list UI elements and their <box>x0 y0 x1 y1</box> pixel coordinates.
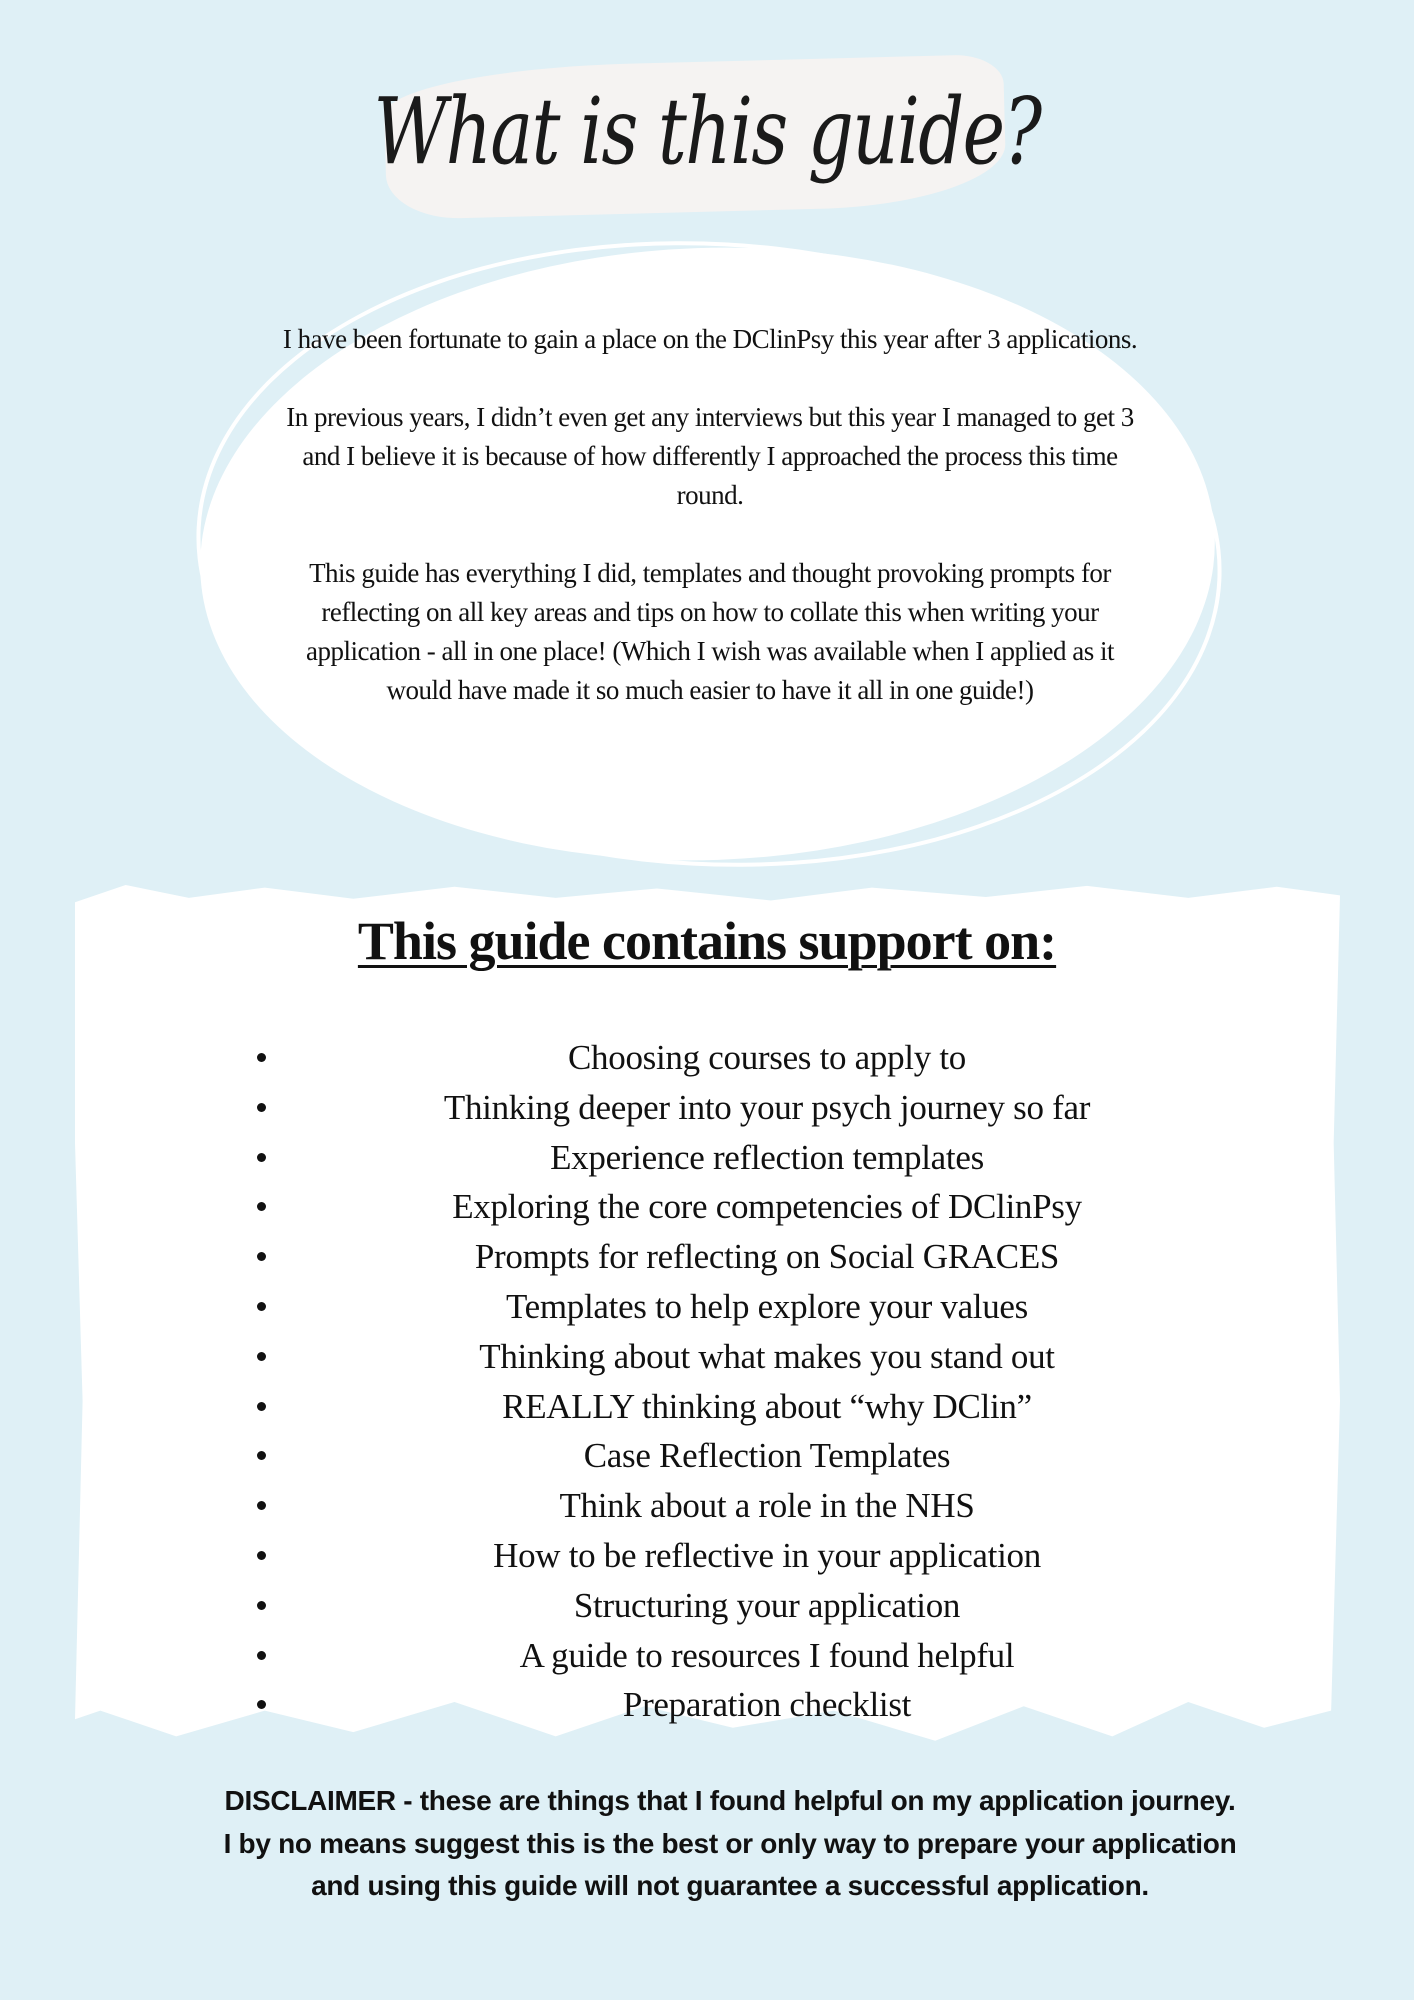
list-item <box>0 1136 1414 1186</box>
disclaimer <box>100 1780 1360 1908</box>
list-item <box>0 1185 1414 1235</box>
support-heading: This guide contains support on: <box>357 911 1057 971</box>
bullet-icon <box>257 1153 266 1162</box>
list-item-label: Experience reflection templates <box>550 1137 984 1177</box>
bullet-icon <box>257 1352 266 1361</box>
list-item <box>0 1086 1414 1136</box>
list-item-label: Case Reflection Templates <box>583 1436 951 1476</box>
disclaimer-line: DISCLAIMER - these are things that I found helpful on my application journey. <box>224 1785 1236 1816</box>
bullet-icon <box>257 1053 266 1062</box>
list-item <box>0 1484 1414 1534</box>
list-item-label: Templates to help explore your values <box>506 1286 1028 1326</box>
list-item-label: Thinking about what makes you stand out <box>479 1336 1055 1376</box>
list-item <box>0 1584 1414 1634</box>
list-item-label: Choosing courses to apply to <box>568 1038 966 1077</box>
list-item <box>0 1285 1414 1335</box>
bullet-icon <box>257 1103 266 1112</box>
list-item <box>0 1335 1414 1385</box>
list-item-label: REALLY thinking about “why DClin” <box>502 1386 1032 1426</box>
list-item <box>0 1235 1414 1285</box>
list-item-label: Prompts for reflecting on Social GRACES <box>474 1237 1060 1277</box>
list-item <box>0 1634 1414 1684</box>
intro-paragraph: In previous years, I didn’t even get any interviews but this year I managed to get 3 and I believe it is because of how differently I approached the process this time round. <box>286 402 1134 510</box>
intro-paragraph: This guide has everything I did, templates and thought provoking prompts for reflecting on all key areas and tips on how to collate this when writing your application - all in one place! (Which I wish was available when I applied as it would have made it so much easier to have it all in one guide!) <box>306 558 1114 705</box>
list-item-label: Exploring the core competencies of DClinPsy <box>452 1187 1082 1227</box>
intro-text <box>280 320 1140 749</box>
bullet-icon <box>257 1501 266 1510</box>
bullet-icon <box>257 1651 266 1660</box>
list-item-label: Structuring your application <box>573 1585 961 1625</box>
list-item-label: Thinking deeper into your psych journey so far <box>443 1087 1091 1127</box>
bullet-icon <box>257 1302 266 1311</box>
list-item-label: A guide to resources I found helpful <box>519 1635 1015 1675</box>
support-list <box>0 1036 1414 1733</box>
list-item <box>0 1434 1414 1484</box>
page-title: What is this guide? <box>373 78 1041 185</box>
disclaimer-line: I by no means suggest this is the best or only way to prepare your application <box>223 1827 1237 1859</box>
disclaimer-line: and using this guide will not guarantee a successful application. <box>311 1870 1149 1901</box>
intro-paragraph: I have been fortunate to gain a place on the DClinPsy this year after 3 applications. <box>282 324 1138 354</box>
bullet-icon <box>257 1402 266 1411</box>
bullet-icon <box>257 1700 266 1709</box>
list-item-label: Think about a role in the NHS <box>559 1486 975 1526</box>
bullet-icon <box>257 1202 266 1211</box>
bullet-icon <box>257 1551 266 1560</box>
bullet-icon <box>257 1451 266 1460</box>
bullet-icon <box>257 1601 266 1610</box>
list-item-label: Preparation checklist <box>622 1685 912 1725</box>
list-item <box>0 1683 1414 1733</box>
list-item <box>0 1385 1414 1435</box>
list-item <box>0 1534 1414 1584</box>
bullet-icon <box>257 1252 266 1261</box>
list-item-label: How to be reflective in your application <box>493 1535 1041 1575</box>
list-item <box>0 1036 1414 1086</box>
